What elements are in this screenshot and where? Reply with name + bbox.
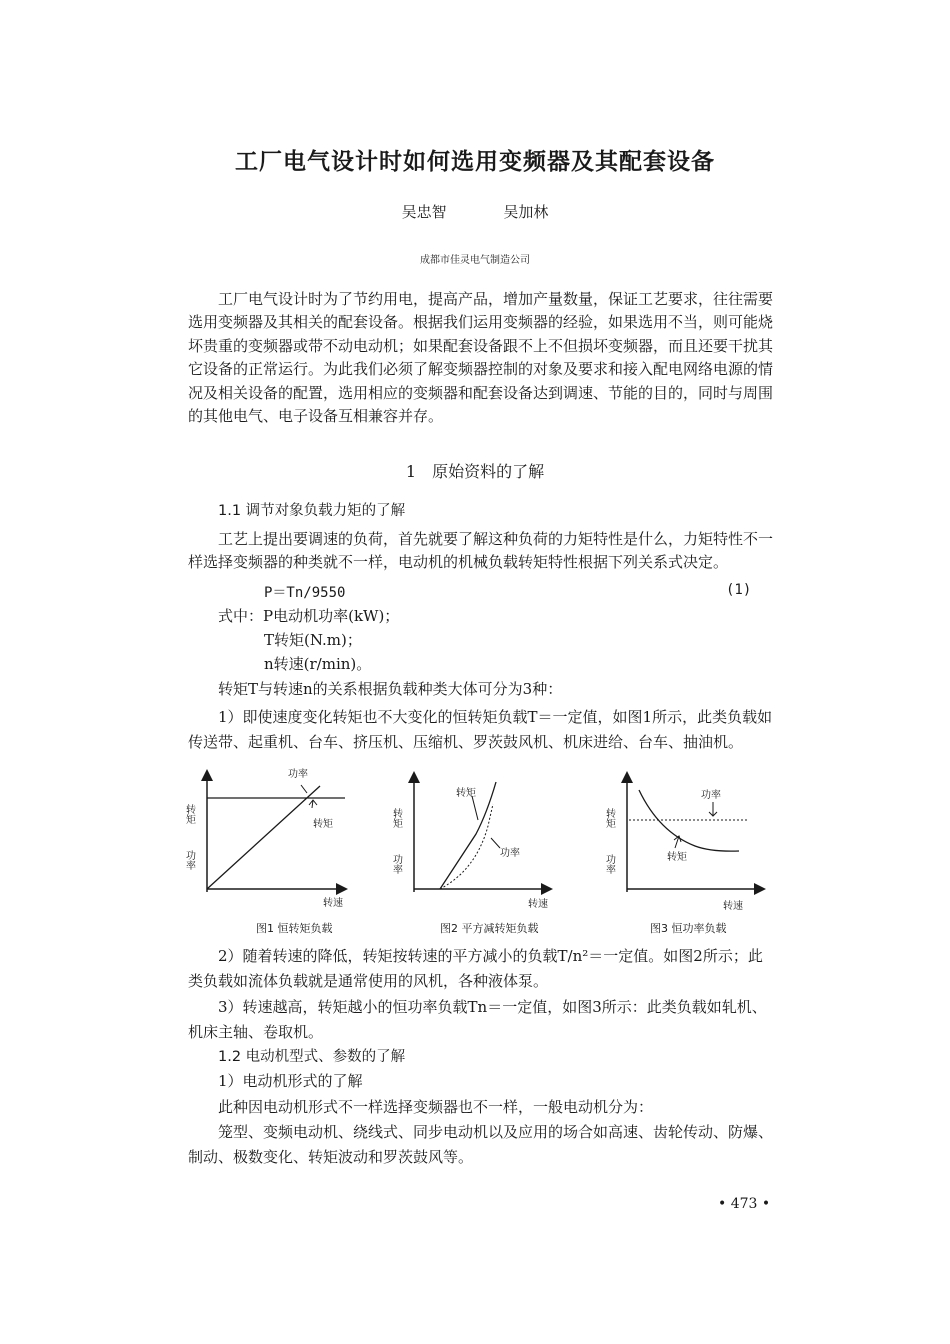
item-3-line-2: 机床主轴、卷取机。 <box>188 1023 324 1041</box>
item-2-line-1: 2）随着转速的降低，转矩按转速的平方减小的负载T/n²＝一定值。如图2所示；此 <box>218 947 763 965</box>
fig1-power-line <box>207 786 320 889</box>
formula: P＝Tn/9550 <box>264 585 346 601</box>
definition-t: T转矩(N.m)； <box>264 631 362 649</box>
motor-types-line-2: 制动、极数变化、转矩波动和罗茨鼓风等。 <box>188 1148 474 1166</box>
authors <box>0 201 950 222</box>
fig1-torque-arrow <box>309 800 317 808</box>
figure-1-caption: 图1 恒转矩负载 <box>256 922 333 935</box>
fig2-y-bottom: 功率 <box>390 854 402 874</box>
author-2: 吴加林 <box>503 203 549 221</box>
fig1-torque-label: 转矩 <box>313 819 333 830</box>
fig3-y-top: 转矩 <box>603 808 615 828</box>
figure-2-caption: 图2 平方减转矩负载 <box>440 922 539 935</box>
fig1-y-top: 转矩 <box>183 804 195 824</box>
formula-number: (1) <box>726 582 752 598</box>
subsection-heading-1-2: 1.2 电动机型式、参数的了解 <box>218 1049 406 1065</box>
fig3-power-arrow <box>709 802 717 816</box>
item-2-line-2: 类负载如流体负载就是通常使用的风机，各种液体泵。 <box>188 972 549 990</box>
formula-where: 式中：P电动机功率(kW)； <box>218 607 400 625</box>
item-1-line-2: 传送带、起重机、台车、挤压机、压缩机、罗茨鼓风机、机床进给、台车、抽油机。 <box>188 733 744 751</box>
figure-3-constant-power <box>603 768 773 918</box>
fig3-power-label: 功率 <box>701 790 721 801</box>
paragraph-torque: 工艺上提出要调速的负荷，首先就要了解这种负荷的力矩特性是什么，力矩特性不一样选择变频器的种类就不一样，电动机的机械负载转矩特性根据下列关系式决定。 <box>188 530 774 572</box>
sub-heading-motor-type: 1）电动机形式的了解 <box>218 1072 363 1090</box>
intro-paragraph: 工厂电气设计时为了节约用电，提高产品，增加产量数量，保证工艺要求，往往需要选用变频器及其相关的配套设备。根据我们运用变频器的经验，如果选用不当，则可能烧坏贵重的变频器或带不动电动机；如果配套设备跟不上不但损坏变频器，而且还要干扰其它设备的正常运行。为此我们必须了解变频器控制的对象及要求和接入配电网络电源的情况及相关设备的配置，选用相应的变频器和配套设备达到调速、节能的目的，同时与周围的其他电气、电子设备互相兼容并存。 <box>188 290 774 426</box>
item-3-line-1: 3）转速越高，转矩越小的恒功率负载Tn＝一定值，如图3所示：此类负载如轧机、 <box>218 998 767 1016</box>
fig2-power-arrow <box>491 838 500 848</box>
motor-types-line-1: 笼型、变频电动机、绕线式、同步电动机以及应用的场合如高速、齿轮传动、防爆、 <box>218 1123 774 1141</box>
fig1-power-arrow <box>301 785 307 793</box>
fig2-torque-arrow <box>472 796 478 820</box>
fig2-torque-label: 转矩 <box>456 788 476 799</box>
definition-n: n转速(r/min)。 <box>264 655 372 673</box>
fig2-x-label: 转速 <box>528 899 548 910</box>
paper-title: 工厂电气设计时如何选用变频器及其配套设备 <box>235 148 715 175</box>
fig3-torque-label: 转矩 <box>667 852 687 863</box>
fig2-y-top: 转矩 <box>390 808 402 828</box>
fig3-torque-curve <box>639 790 739 851</box>
fig3-x-label: 转速 <box>723 901 743 912</box>
fig1-y-bottom: 功率 <box>183 850 195 870</box>
fig3-torque-arrow <box>674 836 681 848</box>
fig2-power-label: 功率 <box>500 848 520 859</box>
subsection-heading-1-1: 1.1 调节对象负载力矩的了解 <box>218 503 406 519</box>
author-1: 吴忠智 <box>401 203 447 221</box>
section-heading-1: 1 原始资料的了解 <box>405 462 545 481</box>
item-1-line-1: 1）即使速度变化转矩也不大变化的恒转矩负载T＝一定值，如图1所示，此类负载如 <box>218 708 773 726</box>
fig1-x-label: 转速 <box>323 898 343 909</box>
figure-2-square-torque <box>392 768 562 918</box>
load-types-intro: 转矩T与转速n的关系根据负载种类大体可分为3种： <box>218 680 563 698</box>
figure-3-caption: 图3 恒功率负载 <box>650 922 727 935</box>
figure-1-constant-torque <box>185 764 355 914</box>
fig3-y-bottom: 功率 <box>603 854 615 874</box>
fig1-power-label: 功率 <box>288 769 308 780</box>
motor-types-intro: 此种因电动机形式不一样选择变频器也不一样，一般电动机分为： <box>218 1098 654 1116</box>
page-number: • 473 • <box>718 1196 771 1212</box>
affiliation: 成都市佳灵电气制造公司 <box>420 255 530 266</box>
